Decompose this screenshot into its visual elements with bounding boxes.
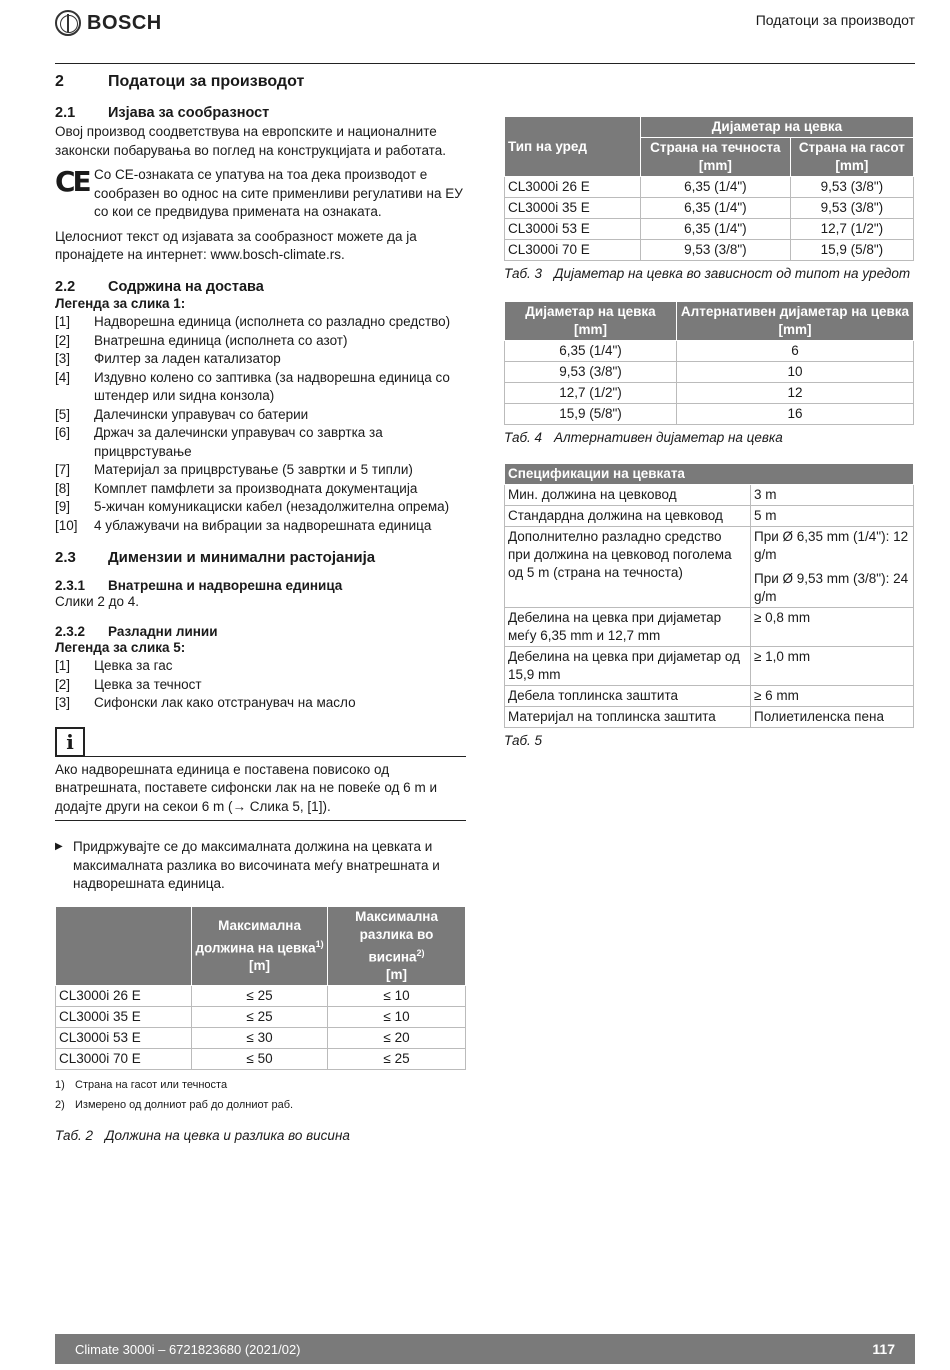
- legend-text: 5-жичан комуникациски кабел (незадолжителна опрема): [94, 499, 450, 514]
- legend-text: Филтер за ладен катализатор: [94, 351, 281, 366]
- table-row: [505, 686, 914, 707]
- info-note: [55, 727, 466, 822]
- spec-name-cell: Стандардна должина на цевковод: [505, 506, 751, 527]
- legend-text: Држач за далечински управувач со завртка за прицврстување: [94, 425, 383, 459]
- legend-item: [55, 517, 466, 536]
- legend-text: Комплет памфлети за производната документација: [94, 480, 418, 496]
- brand-name: BOSCH: [87, 11, 162, 34]
- height-cell: ≤ 20: [328, 1028, 466, 1049]
- legend-item: [55, 313, 466, 332]
- section-2-2-heading: 2.2 Содржина на достава: [55, 278, 264, 295]
- legend-number: [2]: [55, 676, 71, 692]
- page-header: [55, 6, 915, 64]
- table-5: [504, 463, 914, 728]
- conformity-paragraph: Овој производ соодветствува на европските и националните законски побарувања во поглед на конструкцијата и работата.: [55, 124, 446, 158]
- section-2-3-heading: 2.3 Димензии и минимални растојанија: [55, 549, 376, 566]
- alt-diameter-cell: 16: [677, 404, 914, 425]
- legend-number: [7]: [55, 462, 71, 477]
- spec-value: Полиетиленска пена: [754, 709, 884, 724]
- legend-text: Цевка за течност: [94, 676, 202, 692]
- ce-text: Со CE-ознаката се упатува на тоа дека производот е сообразен во однос на сите применливи регулативи на ЕУ со кои се предвидува примената на ознаката.: [94, 167, 463, 219]
- section-2-3-1-text: Слики 2 до 4.: [55, 594, 140, 609]
- table3-header-liquid: Страна на течноста [mm]: [641, 138, 791, 177]
- table-row: [505, 362, 914, 383]
- footnote-1: 1) Страна на гасот или течноста: [55, 1079, 228, 1091]
- table-row: [505, 527, 914, 608]
- model-cell: CL3000i 53 E: [505, 219, 641, 240]
- legend-item: [55, 694, 466, 713]
- table3-header-group: Дијаметар на цевка: [641, 117, 914, 138]
- spec-value-cell: [751, 608, 914, 647]
- section-2-heading: 2 Податоци за производот: [55, 73, 305, 90]
- right-column: [504, 116, 914, 750]
- legend-text: Материјал за прицврстување (5 завртки и 5 типли): [94, 462, 413, 477]
- page-footer: [55, 1334, 915, 1364]
- legend-item: [55, 406, 466, 425]
- model-cell: CL3000i 35 E: [505, 198, 641, 219]
- legend-item: [55, 332, 466, 351]
- spec-value-cell: [751, 686, 914, 707]
- table4-header-alt: Алтернативен дијаметар на цевка [mm]: [677, 302, 914, 341]
- length-cell: ≤ 25: [192, 1007, 328, 1028]
- table-row: [505, 177, 914, 198]
- table3-header-type: Тип на уред: [505, 117, 641, 177]
- table-row: [505, 404, 914, 425]
- legend-title-fig5: Легенда за слика 5:: [55, 639, 186, 655]
- table-row: [505, 219, 914, 240]
- legend-number: [10]: [55, 517, 78, 533]
- legend-item: [55, 369, 466, 406]
- table2-header-height: Максимална разлика во висина$^{2)}$ [m]: [328, 906, 466, 986]
- model-cell: CL3000i 53 E: [56, 1028, 192, 1049]
- legend-item: [55, 676, 466, 695]
- spec-value-cell: [751, 707, 914, 728]
- model-cell: CL3000i 26 E: [56, 986, 192, 1007]
- legend-number: [5]: [55, 406, 71, 422]
- ce-mark-icon: CE: [55, 165, 89, 198]
- legend-text: Цевка за гас: [94, 658, 173, 673]
- legend-number: [9]: [55, 499, 71, 514]
- section-2-3-2-heading: 2.3.2 Разладни линии: [55, 623, 218, 639]
- table-row: [56, 1028, 466, 1049]
- table-row: [505, 198, 914, 219]
- spec-name-cell: Дебелина на цевка при дијаметар од 15,9 mm: [505, 647, 751, 686]
- legend-item: [55, 480, 466, 499]
- table2-header-length: Максимална должина на цевка$^{1)}$ [m]: [192, 906, 328, 986]
- table-row: [505, 383, 914, 404]
- spec-value-cell: [751, 506, 914, 527]
- info-text: Ако надворешната единица е поставена повисоко од внатрешната, поставете сифонски лак на не повеќе од 6 m и додајте други на секои 6 m (→ Слика 5, [1]).: [55, 761, 437, 814]
- footer-text: Climate 3000i – 6721823680 (2021/02): [75, 1341, 301, 1357]
- legend-text: Издувно колено со заптивка (за надворешна единица со штендер или ѕидна конзола): [94, 369, 450, 403]
- model-cell: CL3000i 70 E: [56, 1049, 192, 1070]
- length-cell: ≤ 50: [192, 1049, 328, 1070]
- liquid-diameter-cell: 6,35 (1/4"): [641, 219, 791, 240]
- spec-name-cell: Материјал на топлинска заштита: [505, 707, 751, 728]
- legend-number: [8]: [55, 480, 71, 496]
- conformity-link-paragraph: Целосниот текст од изјавата за сообразност можете да ја пронајдете на интернет: www.bosch-climate.rs.: [55, 228, 417, 262]
- table-row: [505, 506, 914, 527]
- spec-value-cell: [751, 485, 914, 506]
- liquid-diameter-cell: 6,35 (1/4"): [641, 198, 791, 219]
- height-cell: ≤ 10: [328, 1007, 466, 1028]
- table-2: [55, 906, 466, 1071]
- diameter-cell: 12,7 (1/2"): [505, 383, 677, 404]
- gas-diameter-cell: 15,9 (5/8"): [790, 240, 913, 261]
- spec-name-cell: Дополнително разладно средство при должина на цевковод поголема од 5 m (страна на течноста): [505, 527, 751, 608]
- legend-text: 4 ублажувачи на вибрации за надворешната единица: [94, 517, 432, 533]
- spec-value: При Ø 6,35 mm (1/4"): 12 g/m: [754, 529, 909, 562]
- legend-text: Далечински управувач со батерии: [94, 406, 309, 422]
- table4-header-diameter: Дијаметар на цевка [mm]: [505, 302, 677, 341]
- spec-name-cell: Мин. должина на цевковод: [505, 485, 751, 506]
- table4-caption: Таб. 4 Алтернативен дијаметар на цевка: [504, 430, 783, 445]
- legend-number: [3]: [55, 351, 71, 366]
- legend-item: [55, 498, 466, 517]
- alt-diameter-cell: 12: [677, 383, 914, 404]
- diameter-cell: 15,9 (5/8"): [505, 404, 677, 425]
- footnote-2: 2) Измерено од долниот раб до долниот раб.: [55, 1099, 294, 1111]
- legend-number: [1]: [55, 314, 71, 329]
- spec-name-cell: Дебелина на цевка при дијаметар меѓу 6,35 mm и 12,7 mm: [505, 608, 751, 647]
- spec-name-cell: Дебела топлинска заштита: [505, 686, 751, 707]
- table5-header: Спецификации на цевката: [505, 464, 914, 485]
- liquid-diameter-cell: 9,53 (3/8"): [641, 240, 791, 261]
- section-2-3-1-heading: 2.3.1 Внатрешна и надворешна единица: [55, 578, 343, 593]
- legend-number: [4]: [55, 369, 71, 385]
- table3-caption: Таб. 3 Дијаметар на цевка во зависност од типот на уредот: [504, 266, 911, 281]
- table-row: [505, 341, 914, 362]
- model-cell: CL3000i 26 E: [505, 177, 641, 198]
- table-row: [56, 986, 466, 1007]
- legend-text: Внатрешна единица (исполнета со азот): [94, 332, 348, 348]
- height-cell: ≤ 25: [328, 1049, 466, 1070]
- spec-value: 5 m: [754, 508, 777, 523]
- spec-value-cell: [751, 647, 914, 686]
- spec-value: ≥ 0,8 mm: [754, 610, 811, 625]
- table-row: [505, 707, 914, 728]
- legend-text: Сифонски лак како отстранувач на масло: [94, 695, 356, 710]
- instruction-bullet: ▶ Придржувајте се до максималната должина на цевката и максималната разлика во височината меѓу внатрешната и надворешната единица.: [55, 838, 466, 894]
- left-column: [55, 70, 466, 1145]
- bosch-armature-icon: [55, 10, 81, 36]
- length-cell: ≤ 25: [192, 986, 328, 1007]
- alt-diameter-cell: 6: [677, 341, 914, 362]
- table3-header-gas: Страна на гасот [mm]: [790, 138, 913, 177]
- bullet-arrow-icon: ▶: [55, 841, 63, 852]
- legend-item: [55, 657, 466, 676]
- table-row: [56, 1007, 466, 1028]
- liquid-diameter-cell: 6,35 (1/4"): [641, 177, 791, 198]
- legend-item: [55, 461, 466, 480]
- table-4: [504, 301, 914, 425]
- height-cell: ≤ 10: [328, 986, 466, 1007]
- spec-value-cell: [751, 527, 914, 608]
- header-title: Податоци за производот: [755, 12, 915, 28]
- gas-diameter-cell: 12,7 (1/2"): [790, 219, 913, 240]
- table-3: [504, 116, 914, 261]
- legend-number: [3]: [55, 695, 71, 710]
- model-cell: CL3000i 70 E: [505, 240, 641, 261]
- bosch-logo: [55, 10, 162, 36]
- alt-diameter-cell: 10: [677, 362, 914, 383]
- legend-number: [1]: [55, 658, 71, 673]
- legend-text: Надворешна единица (исполнета со разладно средство): [94, 314, 451, 329]
- table-row: [505, 608, 914, 647]
- table5-caption: Таб. 5: [504, 733, 543, 748]
- legend-item: [55, 350, 466, 369]
- spec-value: ≥ 1,0 mm: [754, 649, 811, 664]
- table-row: [505, 485, 914, 506]
- model-cell: CL3000i 35 E: [56, 1007, 192, 1028]
- info-icon: i: [55, 727, 85, 757]
- table-row: [505, 240, 914, 261]
- legend-title-fig1: Легенда за слика 1:: [55, 295, 186, 311]
- legend-item: [55, 424, 466, 461]
- ce-block: [55, 166, 466, 222]
- legend-number: [6]: [55, 425, 71, 440]
- spec-value: 3 m: [754, 487, 777, 502]
- pipe-legend: [55, 657, 466, 713]
- section-2-1-heading: 2.1 Изјава за сообразност: [55, 105, 270, 121]
- table2-caption: Таб. 2 Должина на цевка и разлика во висина: [55, 1128, 350, 1143]
- table-row: [56, 1049, 466, 1070]
- legend-number: [2]: [55, 332, 71, 348]
- gas-diameter-cell: 9,53 (3/8"): [790, 198, 913, 219]
- gas-diameter-cell: 9,53 (3/8"): [790, 177, 913, 198]
- diameter-cell: 6,35 (1/4"): [505, 341, 677, 362]
- delivery-legend: [55, 313, 466, 535]
- diameter-cell: 9,53 (3/8"): [505, 362, 677, 383]
- length-cell: ≤ 30: [192, 1028, 328, 1049]
- spec-value: ≥ 6 mm: [754, 688, 799, 703]
- spec-value: При Ø 9,53 mm (3/8"): 24 g/m: [754, 571, 909, 604]
- table-row: [505, 647, 914, 686]
- page-number: 117: [872, 1341, 895, 1357]
